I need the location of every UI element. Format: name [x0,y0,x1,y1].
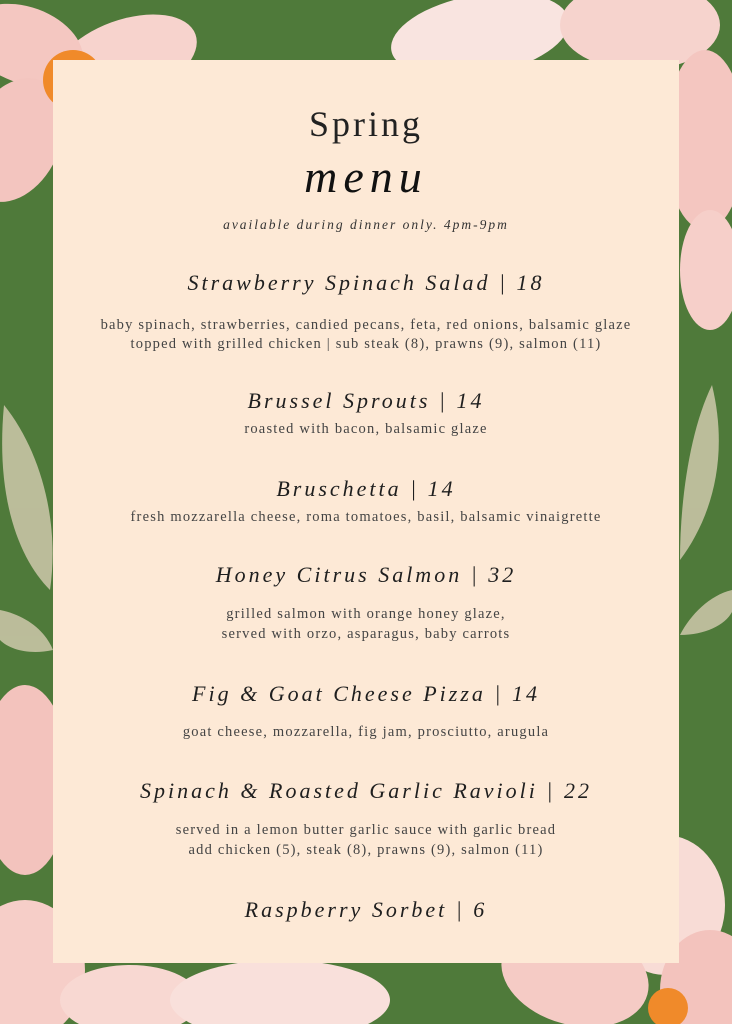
item-desc-line: roasted with bacon, balsamic glaze [244,421,488,437]
menu-title-spring: Spring [308,104,423,144]
leaf-left-icon [0,405,53,652]
item-title-bruschetta: Bruschetta | 14 [276,476,456,501]
leaf-right-icon [680,385,732,635]
item-desc-line: add chicken (5), steak (8), prawns (9), salmon (11) [188,842,544,858]
menu-card [53,60,679,963]
item-title-fig-goat-cheese-pizza: Fig & Goat Cheese Pizza | 14 [192,681,540,706]
item-title-brussel-sprouts: Brussel Sprouts | 14 [247,388,485,413]
item-title-spinach-ravioli: Spinach & Roasted Garlic Ravioli | 22 [140,778,592,803]
item-desc-line: served with orzo, asparagus, baby carrots [221,626,511,642]
menu-title-script: menu [304,151,428,202]
item-title-strawberry-salad: Strawberry Spinach Salad | 18 [187,270,545,295]
item-desc-line: goat cheese, mozzarella, fig jam, prosciutto, arugula [182,724,550,740]
item-desc-line: topped with grilled chicken | sub steak (8), prawns (9), salmon (11) [130,336,602,352]
item-title-raspberry-sorbet: Raspberry Sorbet | 6 [244,897,488,922]
menu-subtitle: available during dinner only. 4pm-9pm [223,217,509,232]
item-desc-line: baby spinach, strawberries, candied pecans, feta, red onions, balsamic glaze [100,317,632,333]
item-title-honey-citrus-salmon: Honey Citrus Salmon | 32 [215,562,517,587]
item-desc-line: served in a lemon butter garlic sauce with garlic bread [175,822,557,838]
item-desc-line: fresh mozzarella cheese, roma tomatoes, basil, balsamic vinaigrette [130,509,602,525]
item-desc-line: grilled salmon with orange honey glaze, [226,606,506,622]
